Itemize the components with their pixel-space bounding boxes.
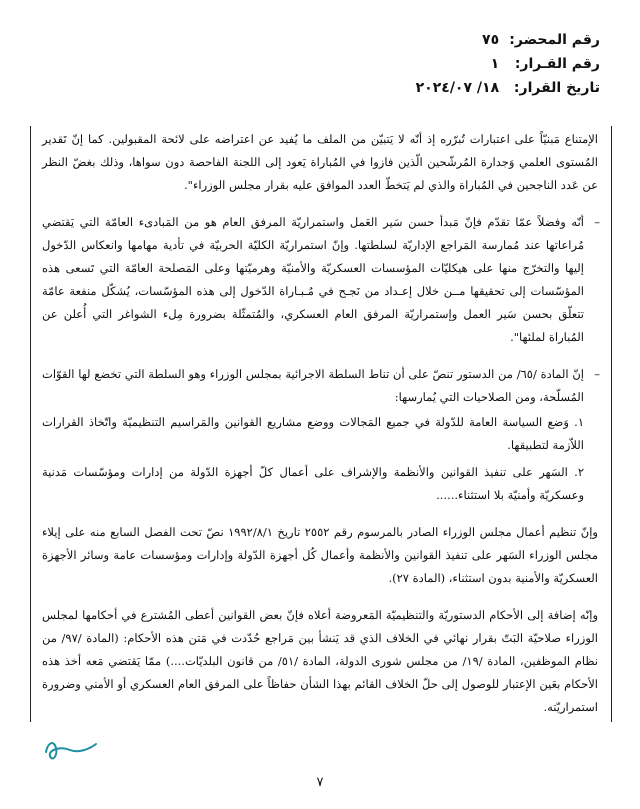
paragraph-1: الإمتناع مَبنيّاً على اعتبارات تُبرّره إذ أنّه لا يَتبيّن من الملف ما يُفيد عن اعتراضه على لائحة المقبولين. كما إنّ تَقدير المُستوى العلمي وَجدارة المُرشّحين الّذين فازوا في المُباراة يَعود إلى اللجنة الفاحصة دون سواها، وذلك بغضّ النظر عن عَدد الناجحين في المُباراة والذي لم يَتخطّ العدد الموافق عليه بقرار مجلس الوزراء". bbox=[42, 132, 598, 192]
paragraph-2: – أنّه وفضلاً عمّا تقدّم فإنّ مَبدأ حسن سَير العَمل واستمراريّة المرفق العام هو من المَبادىء العامّة التي يَقتضي مُراعاتها عند مُمارسة المَراجع الإداريّة لسلطتها. وإنّ استمراريّة الكليّة الحربيّة في تأدية مهامها وانعكاس الدّخول إليها والتخرّج منها على هيكليّات المؤسسات العسكريّة والأمنيّة وهرميّتها وعلى المَصلحة العامّة التي تَسعى هذه المؤسّسات إلى تحقيقها مــن خلال إعـداد من نَجـح في مُـبـاراة الدّخول إلى هذه المؤسّسات، يُشكّل منفعة عامّة تتعلّق بحسن سَير العمل وإستمراريّة المرفق العام العسكري، والمُتمثّلة بضرورة مِلء الشواغر التي أُعلن عن المُباراة لملئها". bbox=[42, 211, 598, 349]
document-body bbox=[42, 128, 598, 733]
paragraph-4: وإنّ تنظيم أعمال مجلس الوزراء الصادر بالمرسوم رقم ٢٥٥٢ تاريخ ١٩٩٢/٨/١ نصّ تحت الفصل السابع منه على إيلاء مجلس الوزراء السَهر على تنفيذ القوانين والأنظمة وأعمال كُل أجهزة الدّولة وإدارات ومؤسسات عامة وسائر الأجهزة العسكريّة والأمنية بدون استثناء، (المادة ٢٧). bbox=[42, 525, 598, 585]
decision-date-value: ١٨/ ٢٠٢٤/٠٧ bbox=[415, 80, 500, 96]
decision-date-line bbox=[60, 76, 600, 100]
document-header bbox=[60, 28, 600, 100]
record-number-value: ٧٥ bbox=[482, 32, 500, 48]
paragraph-5: وإنّه إضافة إلى الأحكام الدستوريّة والتنظيميّة المَعروضة أعلاه فإنّ بعض القوانين أعطى المُشترع في أحكامها لمجلس الوزراء صلاحيّة البَتّ بقرار نهائي في الخلاف الذي قد يَنشأ بين مَراجع حُدّدت في مَتن هذه الأحكام: (المادة /٩٧/ من نظام الموظفين، المادة /١٩/ من مجلس شورى الدولة، المادة /٥١/ من قانون البلديّات....) ممّا يَقتضي مَعه أخذ هذه الأحكام بعَين الإعتبار للوصول إلى حلّ الخلاف القائم بهذا الشأن حفاظاً على المرفق العام العسكري أو الأمني وضرورة استمراريّته. bbox=[42, 608, 598, 714]
decision-number-label: رقم القـرار: bbox=[514, 56, 600, 72]
record-number-line bbox=[60, 28, 600, 52]
handwritten-signature bbox=[40, 732, 100, 772]
decision-date-label: تاريخ القرار: bbox=[513, 80, 600, 96]
record-number-label: رقم المحضر: bbox=[509, 32, 600, 48]
paragraph-3: – إنّ المادة /٦٥/ من الدستور تنصّ على أن تناط السلطة الاجرائية بمجلس الوزراء وهو السلطة التي تخضع لها القوّات المُسلّحة، ومن الصلاحيات التي يُمارسها: bbox=[42, 363, 598, 409]
decision-number-value: ١ bbox=[490, 56, 500, 72]
decision-number-line bbox=[60, 52, 600, 76]
list-item-1: ١. وَضع السياسة العامة للدّولة في جميع المَجالات ووضع مشاريع القوانين والمَراسيم التنظيميّة واتّخاذ القرارات اللاّزمة لتطبيقها. bbox=[42, 415, 584, 452]
page-number: ٧ bbox=[316, 775, 324, 790]
list-item-2: ٢. السَهر على تنفيذ القوانين والأنظمة والإشراف على أعمال كلّ أجهزة الدّولة من إدارات ومؤسّسات مَدنية وعسكريّة وأمنيّة بلا استثناء...... bbox=[42, 465, 584, 502]
